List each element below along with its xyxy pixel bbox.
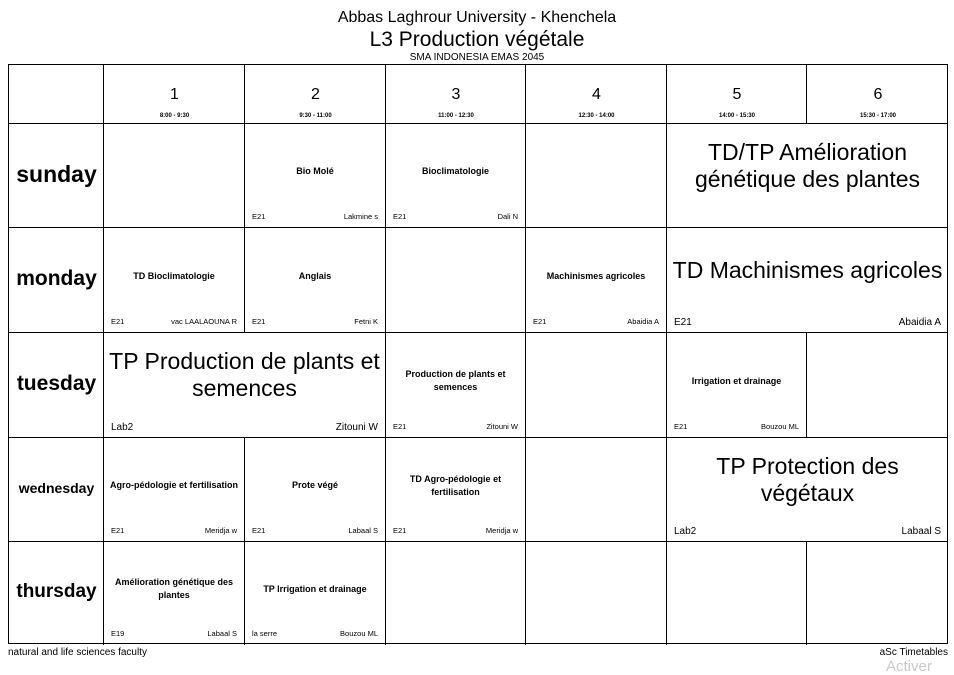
period-number: 1	[170, 86, 179, 103]
lesson-card[interactable]	[245, 124, 385, 227]
day-label-sunday: sunday	[16, 160, 97, 187]
lesson-room: la serre	[252, 629, 278, 638]
lesson-card[interactable]	[667, 333, 806, 437]
lesson-room: E19	[111, 629, 125, 638]
lesson-teacher: Labaal S	[207, 629, 237, 638]
grid-col-line	[525, 332, 526, 438]
lesson-subject: Amélioration génétique des plantes	[114, 577, 234, 600]
class-title: L3 Production végétale	[369, 28, 585, 51]
lesson-card[interactable]	[104, 333, 385, 437]
lesson-card[interactable]	[386, 333, 525, 437]
period-time: 14:00 - 15:30	[718, 113, 756, 119]
lesson-subject: TP Irrigation et drainage	[263, 583, 367, 594]
grid-col-line	[666, 541, 667, 645]
lesson-subject: TD Bioclimatologie	[133, 270, 215, 281]
grid-col-line	[385, 227, 386, 333]
lesson-subject: Production de plants et semences	[405, 369, 506, 392]
lesson-card[interactable]	[104, 228, 244, 332]
lesson-card[interactable]	[386, 438, 525, 541]
lesson-room: E21	[674, 317, 692, 328]
lesson-room: E21	[393, 422, 407, 431]
lesson-room: E21	[533, 317, 547, 326]
lesson-room: E21	[252, 212, 266, 221]
lesson-teacher: Meridja w	[485, 526, 518, 535]
lesson-card[interactable]	[526, 228, 666, 332]
university-name: Abbas Laghrour University - Khenchela	[337, 9, 617, 26]
lesson-subject: TD/TP Amélioration génétique des plantes	[694, 138, 921, 192]
lesson-card[interactable]	[104, 542, 244, 644]
period-number: 6	[873, 86, 883, 103]
lesson-subject: TD Agro-pédologie et fertilisation	[409, 473, 502, 497]
period-time: 15:30 - 17:00	[859, 113, 897, 119]
lesson-teacher: Labaal S	[901, 526, 941, 537]
lesson-room: E21	[674, 422, 688, 431]
period-time: 9:30 - 11:00	[299, 113, 332, 119]
lesson-card[interactable]	[386, 124, 525, 227]
period-time: 8:00 - 9:30	[159, 113, 190, 119]
lesson-room: E21	[111, 526, 125, 535]
lesson-teacher: Abaidia A	[627, 317, 659, 326]
period-number: 3	[451, 86, 461, 103]
lesson-subject: Bio Molé	[296, 166, 334, 176]
lesson-room: Lab2	[674, 526, 697, 537]
lesson-subject: Machinismes agricoles	[546, 270, 646, 281]
lesson-room: Lab2	[111, 422, 134, 433]
lesson-teacher: Lakmine s	[343, 212, 378, 221]
lesson-card[interactable]	[667, 228, 948, 332]
lesson-room: E21	[252, 317, 266, 326]
lesson-subject: Prote végé	[291, 480, 339, 490]
lesson-teacher: vac LAALAOUNA R	[171, 317, 237, 326]
lesson-teacher: Labaal S	[348, 526, 378, 535]
lesson-teacher: Fetni K	[354, 317, 378, 326]
lesson-card[interactable]	[245, 542, 385, 644]
footer-faculty: natural and life sciences faculty	[8, 647, 147, 658]
grid-col-line	[525, 437, 526, 542]
period-number: 2	[311, 86, 320, 103]
day-label-thursday: thursday	[16, 581, 97, 602]
lesson-subject: TD Machinismes agricoles	[672, 256, 943, 283]
class-subtitle: SMA INDONESIA EMAS 2045	[409, 52, 545, 63]
day-label-wednesday: wednesday	[18, 480, 95, 496]
lesson-subject: TP Protection des végétaux	[716, 452, 899, 506]
lesson-room: E21	[393, 212, 407, 221]
lesson-subject: Agro-pédologie et fertilisation	[110, 480, 239, 490]
lesson-teacher: Zitouni W	[486, 422, 518, 431]
lesson-card[interactable]	[667, 438, 948, 541]
period-number: 5	[732, 86, 742, 103]
activation-watermark: Activer	[886, 658, 932, 675]
lesson-teacher: Abaidia A	[898, 317, 941, 328]
period-number: 4	[592, 86, 601, 103]
day-label-monday: monday	[16, 267, 97, 290]
lesson-card[interactable]	[104, 438, 244, 541]
lesson-subject: Anglais	[298, 270, 332, 281]
grid-col-line	[806, 541, 807, 645]
lesson-subject: Bioclimatologie	[421, 166, 489, 176]
lesson-card[interactable]	[667, 124, 948, 227]
lesson-room: E21	[393, 526, 407, 535]
lesson-teacher: Bouzou ML	[340, 629, 378, 638]
lesson-teacher: Bouzou ML	[761, 422, 799, 431]
lesson-card[interactable]	[245, 228, 385, 332]
footer-brand: aSc Timetables	[879, 647, 948, 658]
lesson-teacher: Zitouni W	[335, 422, 378, 433]
grid-col-line	[385, 541, 386, 645]
timetable-grid	[8, 64, 948, 644]
lesson-teacher: Meridja w	[204, 526, 237, 535]
lesson-teacher: Dali N	[497, 212, 518, 221]
lesson-room: E21	[252, 526, 266, 535]
grid-col-line	[525, 123, 526, 228]
lesson-subject: TP Production de plants et semences	[109, 348, 380, 401]
grid-col-line	[525, 541, 526, 645]
lesson-card[interactable]	[245, 438, 385, 541]
lesson-subject: Irrigation et drainage	[691, 375, 782, 386]
day-label-tuesday: tuesday	[16, 372, 97, 395]
lesson-room: E21	[111, 317, 125, 326]
grid-col-line	[806, 332, 807, 438]
period-time: 12:30 - 14:00	[578, 113, 615, 119]
period-time: 11:00 - 12:30	[438, 113, 474, 119]
